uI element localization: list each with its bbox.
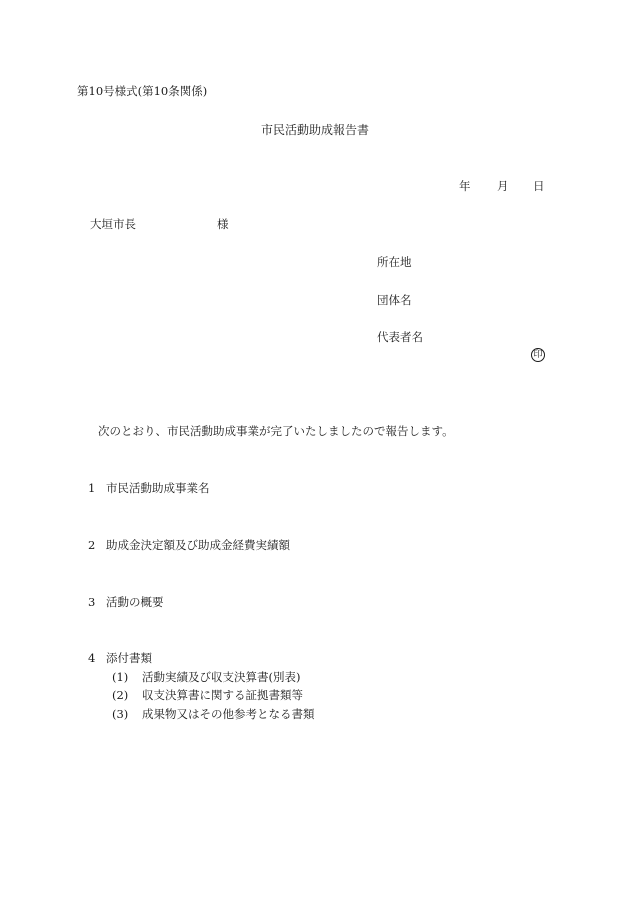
attachment-label: 収支決算書に関する証拠書類等 [142, 688, 303, 702]
date-month-label: 月 [497, 179, 509, 193]
address-label: 所在地 [377, 255, 412, 269]
item-number: 3 [88, 595, 96, 609]
seal-mark: 印 [531, 348, 545, 362]
item-label-activity-overview: 活動の概要 [106, 595, 164, 609]
addressee-name: 大垣市長 [90, 217, 136, 231]
item-label-attachments: 添付書類 [106, 651, 152, 665]
item-label-project-name: 市民活動助成事業名 [106, 481, 210, 495]
item-number: 1 [88, 481, 96, 495]
attachment-number: (1) [112, 670, 129, 684]
addressee-honorific: 様 [217, 217, 229, 231]
attachment-number: (2) [112, 688, 129, 702]
document-title: 市民活動助成報告書 [260, 123, 369, 137]
item-number: 2 [88, 538, 96, 552]
item-number: 4 [88, 651, 96, 665]
report-statement: 次のとおり、市民活動助成事業が完了いたしましたので報告します。 [98, 424, 454, 438]
form-number: 第10号様式(第10条関係) [77, 84, 208, 98]
representative-label: 代表者名 [377, 330, 423, 344]
date-year-label: 年 [459, 179, 471, 193]
attachment-label: 成果物又はその他参考となる書類 [142, 707, 315, 721]
date-day-label: 日 [533, 179, 545, 193]
item-label-grant-amounts: 助成金決定額及び助成金経費実績額 [106, 538, 290, 552]
attachment-label: 活動実績及び収支決算書(別表) [142, 670, 301, 684]
group-name-label: 団体名 [377, 293, 412, 307]
attachment-number: (3) [112, 707, 129, 721]
